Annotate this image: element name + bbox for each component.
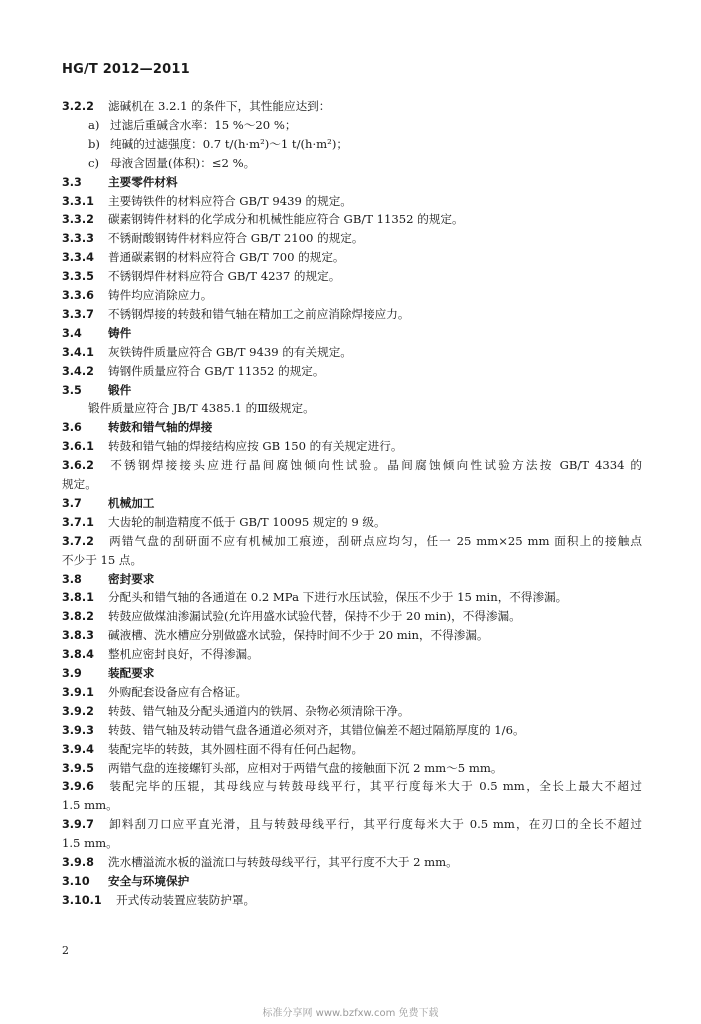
clause-number: 3.8.2 xyxy=(62,610,94,624)
clause-text: 分配头和错气轴的各通道在 0.2 MPa 下进行水压试验，保压不少于 15 min，不得渗漏。 xyxy=(108,590,568,605)
clause-text: 转鼓和错气轴的焊接 xyxy=(108,420,213,435)
page-number: 2 xyxy=(62,944,69,957)
clause-number: 3.3.3 xyxy=(62,232,94,246)
clause-number: 3.3.4 xyxy=(62,251,94,265)
clause-line xyxy=(62,644,642,665)
clause-text: 装配要求 xyxy=(108,666,155,680)
clause-number: 3.3.7 xyxy=(62,307,94,321)
section-heading xyxy=(62,323,642,344)
clause-text: 过滤后重碱含水率：15 %～20 %； xyxy=(110,117,297,132)
clause-line xyxy=(62,795,642,815)
clause-text: 整机应密封良好，不得渗漏。 xyxy=(108,647,259,662)
clause-text: 大齿轮的制造精度不低于 GB/T 10095 规定的 9 级。 xyxy=(108,514,386,529)
clause-number: 3.5 xyxy=(62,383,82,397)
clause-line xyxy=(62,209,642,230)
clause-number: 3.10 xyxy=(62,874,90,888)
clause-number: 3.7.2 xyxy=(62,534,94,548)
list-marker: c) xyxy=(88,155,100,170)
clause-number: 3.9.7 xyxy=(62,818,94,832)
clause-line xyxy=(62,739,642,760)
section-heading xyxy=(62,417,642,438)
list-marker: b) xyxy=(88,136,100,151)
clause-text: 主要零件材料 xyxy=(108,174,178,189)
clause-text: 不锈钢焊接的转鼓和错气轴在精加工之前应消除焊接应力。 xyxy=(108,306,410,321)
clause-line xyxy=(62,512,642,533)
clause-line xyxy=(62,701,642,722)
clause-text: 洗水槽溢流水板的溢流口与转鼓母线平行，其平行度不大于 2 mm。 xyxy=(108,855,458,869)
clause-number: 3.9.6 xyxy=(62,780,94,794)
clause-line xyxy=(62,625,642,646)
section-heading xyxy=(62,663,642,684)
clause-text: 机械加工 xyxy=(108,495,155,510)
clause-number: 3.3.5 xyxy=(62,270,94,284)
clause-text: 普通碳素钢的材料应符合 GB/T 700 的规定。 xyxy=(108,250,345,265)
clause-text: 灰铁铸件质量应符合 GB/T 9439 的有关规定。 xyxy=(108,344,352,359)
section-heading xyxy=(62,172,642,193)
clause-text: 不锈钢焊件材料应符合 GB/T 4237 的规定。 xyxy=(108,269,341,284)
standard-code-header: HG/T 2012—2011 xyxy=(62,62,190,77)
section-heading xyxy=(62,380,642,401)
list-item xyxy=(88,134,668,154)
clause-text: 母液含固量(体积)：≤2 %。 xyxy=(110,155,256,170)
clause-line xyxy=(62,833,642,853)
clause-line xyxy=(62,682,642,703)
clause-text: 安全与环境保护 xyxy=(108,873,190,888)
clause-line xyxy=(62,266,642,287)
clause-line xyxy=(62,531,642,552)
list-marker: a) xyxy=(88,117,100,132)
clause-text: 1.5 mm。 xyxy=(62,798,118,813)
clause-number: 3.3 xyxy=(62,175,82,189)
clause-number: 3.9.3 xyxy=(62,723,94,737)
clause-text: 铸件 xyxy=(108,325,132,340)
clause-line xyxy=(62,455,642,476)
clause-number: 3.7.1 xyxy=(62,515,94,529)
clause-number: 3.6.2 xyxy=(62,459,94,473)
clause-text: 外购配套设备应有合格证。 xyxy=(108,684,248,699)
clause-text: 铸钢件质量应符合 GB/T 11352 的规定。 xyxy=(108,363,325,378)
clause-number: 3.4.2 xyxy=(62,364,94,378)
clause-line xyxy=(62,890,642,911)
clause-text: 装配完毕的压辊，其母线应与转鼓母线平行，其平行度每米大于 0.5 mm，全长上最大不超过 xyxy=(108,779,642,794)
clause-number: 3.8 xyxy=(62,572,82,586)
clause-line xyxy=(62,474,642,494)
clause-text: 纯碱的过滤强度：0.7 t/(h·m²)～1 t/(h·m²)； xyxy=(110,136,348,151)
section-heading xyxy=(62,493,642,514)
clause-line xyxy=(62,606,642,627)
clause-number: 3.2.2 xyxy=(62,100,94,113)
clause-text: 两错气盘的连接螺钉头部，应相对于两错气盘的接触面下沉 2 mm～5 mm。 xyxy=(108,760,503,775)
clause-line xyxy=(62,758,642,779)
clause-line xyxy=(62,285,642,306)
clause-text: 转鼓应做煤油渗漏试验(允许用盛水试验代替，保持不少于 20 min)，不得渗漏。 xyxy=(108,609,521,624)
clause-number: 3.3.2 xyxy=(62,213,94,227)
clause-line xyxy=(62,304,642,325)
clause-line xyxy=(62,191,642,212)
clause-text: 不锈耐酸钢铸件材料应符合 GB/T 2100 的规定。 xyxy=(108,231,364,246)
clause-line xyxy=(88,398,668,418)
clause-line xyxy=(62,361,642,382)
clause-number: 3.6 xyxy=(62,421,82,435)
clause-text: 密封要求 xyxy=(108,571,155,586)
clause-line xyxy=(62,550,642,570)
clause-number: 3.4 xyxy=(62,326,82,340)
clause-line xyxy=(62,720,642,741)
clause-text: 转鼓和错气轴的焊接结构应按 GB 150 的有关规定进行。 xyxy=(108,439,403,454)
clause-text: 铸件均应消除应力。 xyxy=(108,288,213,302)
section-heading xyxy=(62,871,642,892)
list-item xyxy=(88,153,668,173)
clause-number: 3.10.1 xyxy=(62,893,102,907)
clause-text: 主要铸铁件的材料应符合 GB/T 9439 的规定。 xyxy=(108,193,352,208)
clause-line xyxy=(62,776,642,797)
clause-text: 1.5 mm。 xyxy=(62,836,118,851)
list-item xyxy=(88,115,668,135)
clause-number: 3.9.2 xyxy=(62,704,94,718)
clause-line xyxy=(62,436,642,457)
clause-number: 3.3.1 xyxy=(62,194,94,208)
clause-line xyxy=(62,814,642,835)
clause-line xyxy=(62,228,642,249)
clause-line xyxy=(62,852,642,873)
clause-number: 3.9.8 xyxy=(62,856,94,869)
clause-text: 碱液槽、洗水槽应分别做盛水试验，保持时间不少于 20 min，不得渗漏。 xyxy=(108,628,489,643)
clause-number: 3.4.1 xyxy=(62,345,94,359)
clause-text: 转鼓、错气轴及转动错气盘各通道必须对齐，其错位偏差不超过隔筋厚度的 1/6。 xyxy=(108,722,525,737)
clause-text: 碳素钢铸件材料的化学成分和机械性能应符合 GB/T 11352 的规定。 xyxy=(108,212,464,227)
clause-number: 3.9.1 xyxy=(62,685,94,699)
clause-text: 转鼓、错气轴及分配头通道内的铁屑、杂物必须清除干净。 xyxy=(108,703,410,718)
clause-number: 3.9 xyxy=(62,667,82,680)
clause-text: 规定。 xyxy=(62,477,97,491)
clause-number: 3.7 xyxy=(62,496,82,510)
clause-text: 卸料刮刀口应平直光滑，且与转鼓母线平行，其平行度每米大于 0.5 mm，在刃口的全长不超过 xyxy=(108,817,642,832)
clause-line xyxy=(62,247,642,268)
watermark-footer: 标准分享网 www.bzfxw.com 免费下载 xyxy=(262,1008,439,1019)
clause-number: 3.8.1 xyxy=(62,591,94,605)
clause-text: 两错气盘的刮研面不应有机械加工痕迹，刮研点应均匀，任一 25 mm×25 mm 面积上的接触点 xyxy=(108,533,642,548)
clause-text: 锻件质量应符合 JB/T 4385.1 的Ⅲ级规定。 xyxy=(88,401,315,416)
clause-text: 开式传动装置应装防护罩。 xyxy=(116,892,256,907)
clause-number: 3.3.6 xyxy=(62,289,94,302)
section-heading xyxy=(62,569,642,590)
clause-text: 装配完毕的转鼓，其外圆柱面不得有任何凸起物。 xyxy=(108,741,364,756)
clause-line xyxy=(62,342,642,363)
clause-number: 3.8.4 xyxy=(62,648,94,662)
clause-number: 3.8.3 xyxy=(62,629,94,643)
clause-text: 不少于 15 点。 xyxy=(62,552,143,567)
clause-line xyxy=(62,587,642,608)
clause-line xyxy=(62,96,642,117)
clause-text: 不锈钢焊接接头应进行晶间腐蚀倾向性试验。晶间腐蚀倾向性试验方法按 GB/T 4334 的 xyxy=(108,458,642,473)
clause-number: 3.9.4 xyxy=(62,742,94,756)
clause-number: 3.9.5 xyxy=(62,761,94,775)
clause-text: 锻件 xyxy=(108,382,132,397)
clause-number: 3.6.1 xyxy=(62,440,94,454)
clause-text: 滤碱机在 3.2.1 的条件下，其性能应达到： xyxy=(108,99,331,113)
